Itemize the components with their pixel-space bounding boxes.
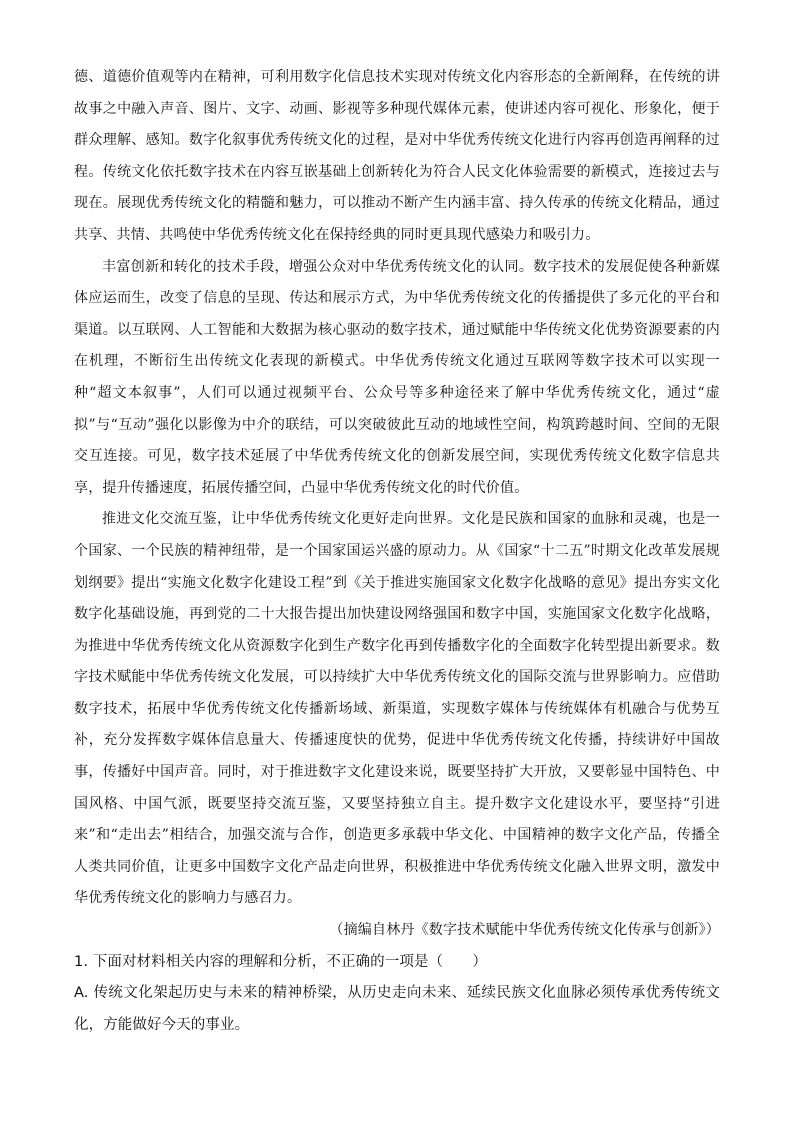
article-paragraph-1: 德、道德价值观等内在精神，可利用数字化信息技术实现对传统文化内容形态的全新阐释，在传统的讲故事之中融入声音、图片、文字、动画、影视等多种现代媒体元素，使讲述内容可视化、形象化，便于群众理解、感知。数字化叙事优秀传统文化的过程，是对中华优秀传统文化进行内容再创造再阐释的过程。传统文化依托数字技术在内容互嵌基础上创新转化为符合人民文化体验需要的新模式，连接过去与现在。展现优秀传统文化的精髓和魅力，可以推动不断产生内涵丰富、持久传承的传统文化精品，通过共享、共情、共鸣使中华优秀传统文化在保持经典的同时更具现代感染力和吸引力。 (74, 69, 720, 243)
question-stem: 1. 下面对材料相关内容的理解和分析，不正确的一项是（ ） (74, 953, 487, 970)
article-paragraph-3: 推进文化交流互鉴，让中华优秀传统文化更好走向世界。文化是民族和国家的血脉和灵魂，也是一个国家、一个民族的精神纽带，是一个国家国运兴盛的原动力。从《国家“十二五”时期文化改革发展规划纲要》提出“实施文化数字化建设工程”到《关于推进实施国家文化数字化战略的意见》提出夯实文化数字化基础设施，再到党的二十大报告提出加快建设网络强国和数字中国，实施国家文化数字化战略，为推进中华优秀传统文化从资源数字化到生产数字化再到传播数字化的全面数字化转型提出新要求。数字技术赋能中华优秀传统文化发展，可以持续扩大中华优秀传统文化的国际交流与世界影响力。应借助数字技术，拓展中华优秀传统文化传播新场域、新渠道，实现数字媒体与传统媒体有机融合与优势互补，充分发挥数字媒体信息量大、传播速度快的优势，促进中华优秀传统文化传播，持续讲好中国故事，传播好中国声音。同时，对于推进数字文化建设来说，既要坚持扩大开放，又要彰显中国特色、中国风格、中国气派，既要坚持交流互鉴，又要坚持独立自主。提升数字文化建设水平，要坚持“引进来”和“走出去”相结合，加强交流与合作，创造更多承载中华文化、中国精神的数字文化产品，传播全人类共同价值，让更多中国数字文化产品走向世界，积极推进中华优秀传统文化融入世界文明，激发中华优秀传统文化的影响力与感召力。 (74, 511, 720, 907)
document-page (74, 62, 720, 1041)
question-option-a: A. 传统文化架起历史与未来的精神桥梁，从历史走向未来、延续民族文化血脉必须传承优秀传统文化，方能做好今天的事业。 (74, 985, 720, 1033)
article-source: （摘编自林丹《数字技术赋能中华优秀传统文化传承与创新》） (329, 922, 720, 939)
article-paragraph-2: 丰富创新和转化的技术手段，增强公众对中华优秀传统文化的认同。数字技术的发展促使各种新媒体应运而生，改变了信息的呈现、传达和展示方式，为中华优秀传统文化的传播提供了多元化的平台和渠道。以互联网、人工智能和大数据为核心驱动的数字技术，通过赋能中华传统文化优势资源要素的内在机理，不断衍生出传统文化表现的新模式。中华优秀传统文化通过互联网等数字技术可以实现一种“超文本叙事”，人们可以通过视频平台、公众号等多种途径来了解中华优秀传统文化，通过“虚拟”与“互动”强化以影像为中介的联结，可以突破彼此互动的地域性空间，构筑跨越时间、空间的无限交互连接。可见，数字技术延展了中华优秀传统文化的创新发展空间，实现优秀传统文化数字信息共享，提升传播速度，拓展传播空间，凸显中华优秀传统文化的时代价值。 (74, 258, 720, 496)
